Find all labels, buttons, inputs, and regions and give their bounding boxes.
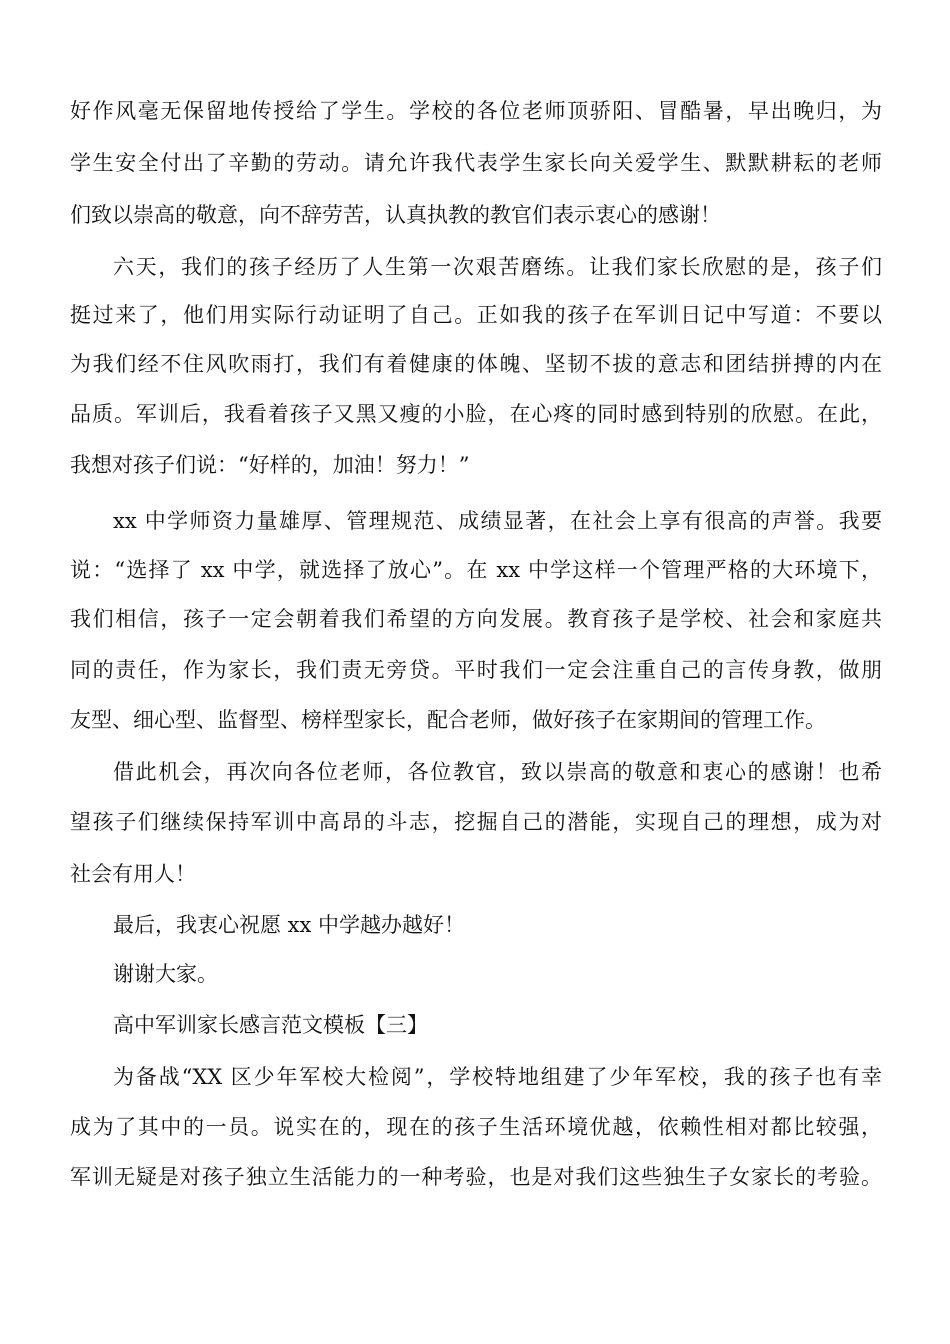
paragraph-line: 为备战“XX 区少年军校大检阅”，学校特地组建了少年军校，我的孩子也有幸 xyxy=(113,1065,882,1089)
paragraph-line: 军训无疑是对孩子独立生活能力的一种考验，也是对我们这些独生子女家长的考验。 xyxy=(70,1165,882,1189)
paragraph-line: 友型、细心型、监督型、榜样型家长，配合老师，做好孩子在家期间的管理工作。 xyxy=(70,708,826,732)
paragraph-line: 六天，我们的孩子经历了人生第一次艰苦磨练。让我们家长欣慰的是，孩子们 xyxy=(113,255,882,279)
paragraph-line: 学生安全付出了辛勤的劳动。请允许我代表学生家长向关爱学生、默默耕耘的老师 xyxy=(70,151,882,175)
paragraph-line: 谢谢大家。 xyxy=(113,962,218,986)
paragraph-line: 成为了其中的一员。说实在的，现在的孩子生活环境优越，依赖性相对都比较强， xyxy=(70,1115,882,1139)
paragraph-line: 挺过来了，他们用实际行动证明了自己。正如我的孩子在军训日记中写道：不要以 xyxy=(70,303,882,327)
paragraph-line: 好作风毫无保留地传授给了学生。学校的各位老师顶骄阳、冒酷暑，早出晚归，为 xyxy=(70,99,882,123)
paragraph-line: 为我们经不住风吹雨打，我们有着健康的体魄、坚韧不拔的意志和团结拼搏的内在 xyxy=(70,352,882,376)
paragraph-line: 说：“选择了 xx 中学，就选择了放心”。在 xx 中学这样一个管理严格的大环境下， xyxy=(70,558,882,582)
paragraph-line: 同的责任，作为家长，我们责无旁贷。平时我们一定会注重自己的言传身教，做朋 xyxy=(70,658,882,682)
paragraph-line: 望孩子们继续保持军训中高昂的斗志，挖掘自己的潜能，实现自己的理想，成为对 xyxy=(70,810,882,834)
paragraph-line: 社会有用人！ xyxy=(70,862,196,886)
section-heading: 高中军训家长感言范文模板【三】 xyxy=(113,1013,428,1037)
paragraph-line: 品质。军训后，我看着孩子又黑又瘦的小脸，在心疼的同时感到特别的欣慰。在此， xyxy=(70,402,882,426)
paragraph-line: xx 中学师资力量雄厚、管理规范、成绩显著，在社会上享有很高的声誉。我要 xyxy=(113,509,882,533)
paragraph-line: 最后，我衷心祝愿 xx 中学越办越好！ xyxy=(113,913,466,937)
paragraph-line: 我们相信，孩子一定会朝着我们希望的方向发展。教育孩子是学校、社会和家庭共 xyxy=(70,607,882,631)
paragraph-line: 我想对孩子们说：“好样的，加油！努力！” xyxy=(70,453,470,477)
paragraph-line: 借此机会，再次向各位老师，各位教官，致以崇高的敬意和衷心的感谢！也希 xyxy=(113,760,882,784)
paragraph-line: 们致以崇高的敬意，向不辞劳苦，认真执教的教官们表示衷心的感谢！ xyxy=(70,203,721,227)
